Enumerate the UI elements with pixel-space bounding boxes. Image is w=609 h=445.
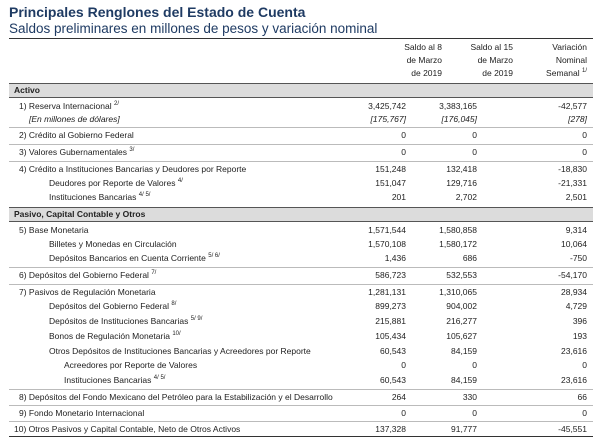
table-row: Billetes y Monedas en Circulación 1,570,108 1,580,172 10,064: [49, 239, 587, 249]
table-row: Deudores por Reporte de Valores $^{4/}$ 151,047 129,716 -21,331: [49, 178, 587, 188]
table-row: Depósitos Bancarios en Cuenta Corriente $^{5/ 6/}$ 1,436 686 -750: [49, 253, 587, 263]
table-row: 1) Reserva Internacional $^{2/}$ 3,425,742 3,383,165 -42,577: [19, 101, 587, 111]
table-row: 4) Crédito a Instituciones Bancarias y Deudores por Reporte 151,248 132,418 -18,830: [9, 161, 593, 176]
table-row: Instituciones Bancarias $^{4/ 5/}$ 60,543 84,159 23,616: [64, 375, 587, 385]
table-row: Otros Depósitos de Instituciones Bancarias y Acreedores por Reporte 60,543 84,159 23,616: [49, 346, 587, 356]
table-row: Depósitos de Instituciones Bancarias $^{5/ 9/}$ 215,881 216,277 396: [49, 316, 587, 326]
table-row: 2) Crédito al Gobierno Federal 0 0 0: [9, 127, 593, 142]
column-header-saldo-15: Saldo al 15 de Marzo de 2019: [470, 42, 513, 78]
section-activo: Activo: [9, 83, 593, 98]
table-row: Instituciones Bancarias $^{4/ 5/}$ 201 2,702 2,501: [49, 192, 587, 202]
table-row: 7) Pasivos de Regulación Monetaria 1,281,131 1,310,065 28,934: [9, 284, 593, 299]
table-row: 3) Valores Gubernamentales $^{3/}$ 0 0 0: [9, 144, 593, 159]
table-row: [En millones de dólares] [175,767] [176,045] [278]: [29, 114, 587, 124]
report-subtitle: Saldos preliminares en millones de pesos y variación nominal: [9, 21, 378, 36]
table-row: 8) Depósitos del Fondo Mexicano del Petróleo para la Estabilización y el Desarrollo 264 330 66: [9, 389, 593, 404]
table-row: 10) Otros Pasivos y Capital Contable, Neto de Otros Activos 137,328 91,777 -45,551: [9, 421, 593, 437]
table-row: 5) Base Monetaria 1,571,544 1,580,858 9,314: [19, 225, 587, 235]
column-header-variacion: Variación Nominal Semanal $^{1/}$: [546, 42, 587, 78]
table-row: Acreedores por Reporte de Valores 0 0 0: [64, 360, 587, 370]
table-row: 9) Fondo Monetario Internacional 0 0 0: [9, 405, 593, 420]
table-row: 6) Depósitos del Gobierno Federal $^{7/}$ 586,723 532,553 -54,170: [9, 267, 593, 282]
header-rule: [9, 38, 593, 39]
table-row: Bonos de Regulación Monetaria $^{10/}$ 105,434 105,627 193: [49, 331, 587, 341]
section-pasivo: Pasivo, Capital Contable y Otros: [9, 207, 593, 222]
column-header-saldo-8: Saldo al 8 de Marzo de 2019: [404, 42, 442, 78]
report-title: Principales Renglones del Estado de Cuenta: [9, 4, 306, 20]
table-row: Depósitos del Gobierno Federal $^{8/}$ 899,273 904,002 4,729: [49, 301, 587, 311]
